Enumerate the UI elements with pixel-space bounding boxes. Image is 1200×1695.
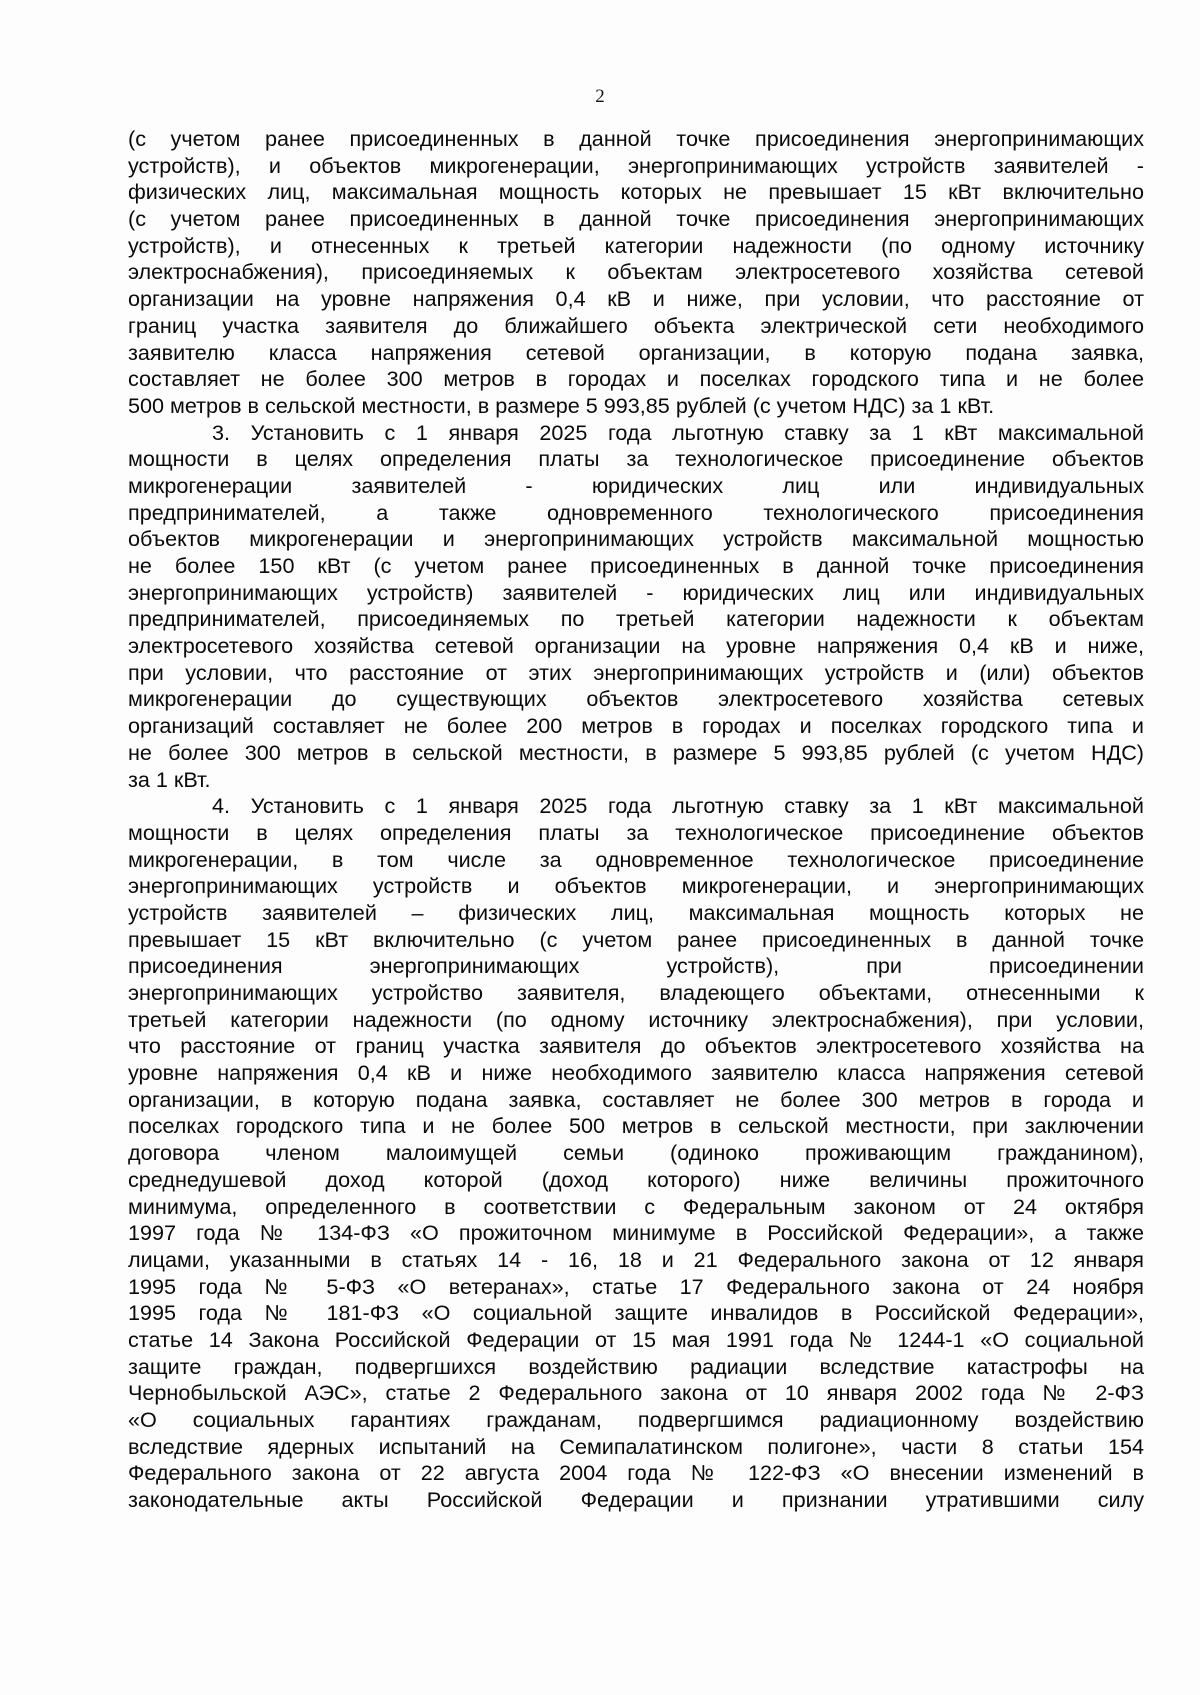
- text-line: (с учетом ранее присоединенных в данной точке присоединения энергопринимающих: [128, 126, 1144, 151]
- text-line: устройств), и объектов микрогенерации, энергопринимающих устройств заявителей -: [128, 152, 1144, 178]
- text-line: не более 150 кВт (с учетом ранее присоединенных в данной точке присоединения: [128, 553, 1144, 578]
- text-line: Чернобыльской АЭС», статье 2 Федерального закона от 10 января 2002 года № 2-ФЗ: [128, 1380, 1144, 1406]
- text-line: защите граждан, подвергшихся воздействию радиации вследствие катастрофы на: [128, 1353, 1144, 1379]
- text-line: устройств), и отнесенных к третьей категории надежности (по одному источнику: [128, 232, 1144, 258]
- text-line: вследствие ядерных испытаний на Семипалатинском полигоне», части 8 статьи 154: [128, 1433, 1144, 1459]
- text-line: 1995 года № 181-ФЗ «О социальной защите инвалидов в Российской Федерации»,: [128, 1300, 1144, 1326]
- document-body: [128, 126, 1144, 1514]
- text-line: электроснабжения), присоединяемых к объектам электросетевого хозяйства сетевой: [128, 259, 1144, 285]
- text-line: 500 метров в сельской местности, в размере 5 993,85 рублей (с учетом НДС) за 1 кВт.: [128, 392, 995, 418]
- text-line: присоединения энергопринимающих устройств), при присоединении: [128, 953, 1144, 979]
- text-line: превышает 15 кВт включительно (с учетом ранее присоединенных в данной точке: [128, 926, 1144, 952]
- text-line: микрогенерации, в том числе за одновременное технологическое присоединение: [128, 846, 1144, 872]
- text-line: энергопринимающих устройство заявителя, владеющего объектами, отнесенными к: [128, 980, 1144, 1005]
- text-line: объектов микрогенерации и энергопринимающих устройств максимальной мощностью: [128, 526, 1144, 552]
- text-line: (с учетом ранее присоединенных в данной точке присоединения энергопринимающих: [128, 206, 1144, 232]
- text-line: энергопринимающих устройств и объектов микрогенерации, и энергопринимающих: [128, 873, 1144, 899]
- text-line: статье 14 Закона Российской Федерации от 15 мая 1991 года № 1244-1 «О социальной: [128, 1326, 1144, 1352]
- text-line: среднедушевой доход которой (доход которого) ниже величины прожиточного: [128, 1166, 1144, 1192]
- text-line: границ участка заявителя до ближайшего объекта электрической сети необходимого: [128, 312, 1144, 338]
- text-line: лицами, указанными в статьях 14 - 16, 18 и 21 Федерального закона от 12 января: [128, 1246, 1144, 1272]
- text-line: 1995 года № 5-ФЗ «О ветеранах», статье 17 Федерального закона от 24 ноября: [128, 1273, 1144, 1299]
- text-line: Федерального закона от 22 августа 2004 года № 122-ФЗ «О внесении изменений в: [128, 1460, 1144, 1486]
- text-line: энергопринимающих устройств) заявителей - юридических лиц или индивидуальных: [128, 579, 1144, 605]
- text-line: поселках городского типа и не более 500 метров в сельской местности, при заключении: [128, 1113, 1144, 1139]
- text-line: составляет не более 300 метров в городах и поселках городского типа и не более: [128, 366, 1144, 392]
- text-line: микрогенерации заявителей - юридических лиц или индивидуальных: [128, 472, 1144, 498]
- text-line: электросетевого хозяйства сетевой организации на уровне напряжения 0,4 кВ и ниже,: [128, 633, 1144, 659]
- text-line: не более 300 метров в сельской местности, в размере 5 993,85 рублей (с учетом НДС): [128, 739, 1144, 765]
- text-line: договора членом малоимущей семьи (одиноко проживающим гражданином),: [128, 1140, 1144, 1166]
- text-line: устройств заявителей – физических лиц, максимальная мощность которых не: [128, 899, 1144, 925]
- text-line: уровне напряжения 0,4 кВ и ниже необходимого заявителю класса напряжения сетевой: [128, 1060, 1144, 1086]
- page-number: 2: [595, 86, 605, 107]
- text-line: «О социальных гарантиях гражданам, подвергшимся радиационному воздействию: [128, 1407, 1144, 1432]
- text-line: 1997 года № 134-ФЗ «О прожиточном минимуме в Российской Федерации», а также: [128, 1220, 1144, 1246]
- text-line: минимума, определенного в соответствии с Федеральным законом от 24 октября: [128, 1193, 1144, 1219]
- text-line: мощности в целях определения платы за технологическое присоединение объектов: [128, 446, 1144, 472]
- text-line: физических лиц, максимальная мощность которых не превышает 15 кВт включительно: [128, 179, 1144, 205]
- text-line: третьей категории надежности (по одному источнику электроснабжения), при условии,: [128, 1006, 1144, 1032]
- text-line: мощности в целях определения платы за технологическое присоединение объектов: [128, 819, 1144, 845]
- text-line: законодательные акты Российской Федерации и признании утратившими силу: [128, 1487, 1144, 1513]
- text-line: 4. Установить с 1 января 2025 года льготную ставку за 1 кВт максимальной: [212, 793, 1144, 819]
- text-line: предпринимателей, а также одновременного технологического присоединения: [128, 499, 1144, 525]
- text-line: организации, в которую подана заявка, составляет не более 300 метров в города и: [128, 1086, 1144, 1112]
- text-line: за 1 кВт.: [128, 766, 211, 792]
- text-line: предпринимателей, присоединяемых по третьей категории надежности к объектам: [128, 606, 1144, 632]
- text-line: при условии, что расстояние от этих энергопринимающих устройств и (или) объектов: [128, 659, 1144, 685]
- text-line: заявителю класса напряжения сетевой организации, в которую подана заявка,: [128, 339, 1144, 365]
- text-line: 3. Установить с 1 января 2025 года льготную ставку за 1 кВт максимальной: [212, 419, 1144, 445]
- text-line: что расстояние от границ участка заявителя до объектов электросетевого хозяйства на: [128, 1033, 1144, 1059]
- text-line: организации на уровне напряжения 0,4 кВ и ниже, при условии, что расстояние от: [128, 286, 1144, 312]
- text-line: организаций составляет не более 200 метров в городах и поселках городского типа и: [128, 713, 1144, 739]
- text-line: микрогенерации до существующих объектов электросетевого хозяйства сетевых: [128, 686, 1144, 712]
